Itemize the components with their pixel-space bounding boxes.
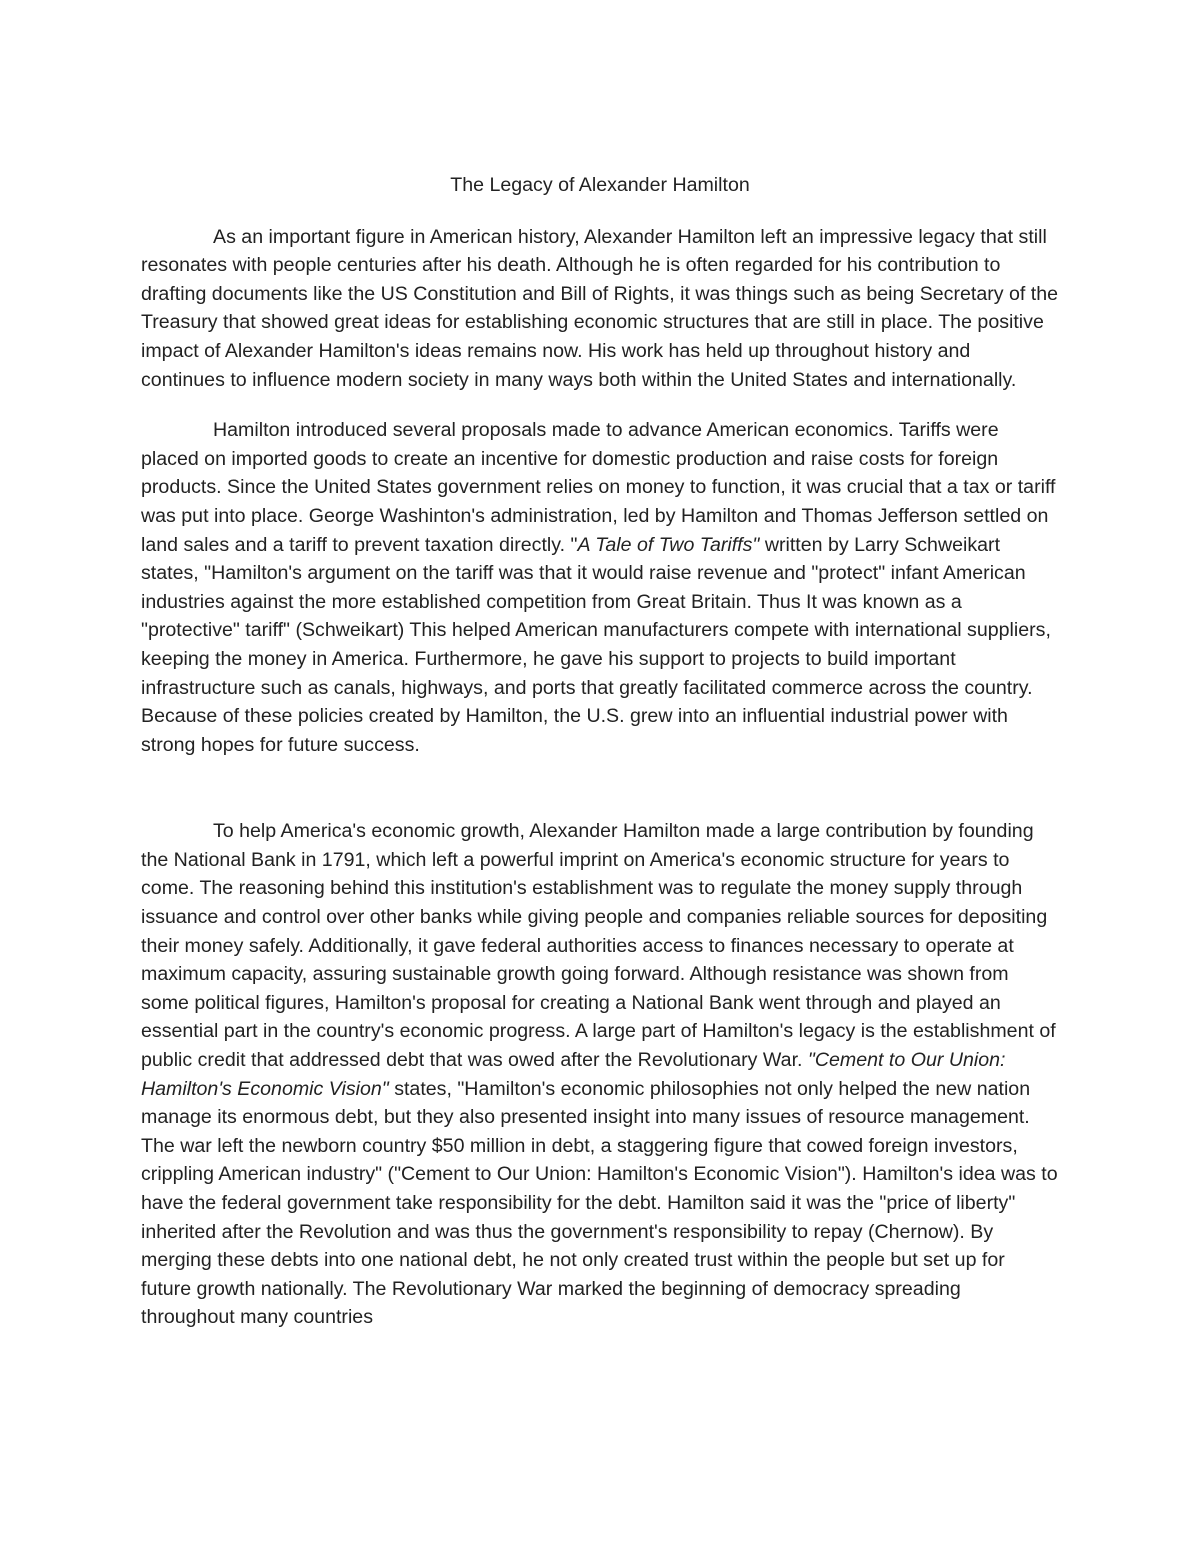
document-title: The Legacy of Alexander Hamilton <box>450 174 750 196</box>
document-body <box>141 171 1059 1332</box>
paragraph-tariffs-text-1: Hamilton introduced several proposals made to advance American economics. Tariffs were placed on imported goods to create an incentive for domestic production and raise costs for foreign products. Since the United States government relies on money to function, it was crucial that a tax or tariff was put into place. George Washinton's administration, led by Hamilton and Thomas Jefferson settled on land sales and a tariff to prevent taxation directly. " <box>141 419 1056 556</box>
paragraph-bank-text-2: states, "Hamilton's economic philosophies not only helped the new nation manage its enormous debt, but they also presented insight into many issues of resource management. The war left the newborn country $50 million in debt, a staggering figure that cowed foreign investors, crippling American industry" ("Cement to Our Union: Hamilton's Economic Vision"). Hamilton's idea was to have the federal government take responsibility for the debt. Hamilton said it was the "price of liberty" inherited after the Revolution and was thus the government's responsibility to repay (Chernow). By merging these debts into one national debt, he not only created trust within the people but set up for future growth nationally. The Revolutionary War marked the beginning of democracy spreading throughout many countries <box>141 1077 1058 1329</box>
citation-cement-to-our-union: "Cement to Our Union: Hamilton's Economic Vision" <box>141 1049 1006 1100</box>
paragraph-national-bank <box>141 817 1059 1332</box>
paragraph-tariffs <box>141 416 1059 759</box>
paragraph-tariffs-text-2: written by Larry Schweikart states, "Hamilton's argument on the tariff was that it would raise revenue and "protect" infant American industries against the more established competition from Great Britain. Thus It was known as a "protective" tariff" (Schweikart) This helped American manufacturers compete with international suppliers, keeping the money in America. Furthermore, he gave his support to projects to build important infrastructure such as canals, highways, and ports that greatly facilitated commerce across the country. Because of these policies created by Hamilton, the U.S. grew into an influential industrial power with strong hopes for future success. <box>141 533 1051 756</box>
paragraph-bank-text-1: To help America's economic growth, Alexander Hamilton made a large contribution by founding the National Bank in 1791, which left a powerful imprint on America's economic structure for years to come. The reasoning behind this institution's establishment was to regulate the money supply through issuance and control over other banks while giving people and companies reliable sources for depositing their money safely. Additionally, it gave federal authorities access to finances necessary to operate at maximum capacity, assuring sustainable growth going forward. Although resistance was shown from some political figures, Hamilton's proposal for creating a National Bank went through and played an essential part in the country's economic progress. A large part of Hamilton's legacy is the establishment of public credit that addressed debt that was owed after the Revolutionary War. <box>141 820 1056 1072</box>
paragraph-intro: As an important figure in American history, Alexander Hamilton left an impressive legacy that still resonates with people centuries after his death. Although he is often regarded for his contribution to drafting documents like the US Constitution and Bill of Rights, it was things such as being Secretary of the Treasury that showed great ideas for establishing economic structures that are still in place. The positive impact of Alexander Hamilton's ideas remains now. His work has held up throughout history and continues to influence modern society in many ways both within the United States and internationally. <box>141 225 1059 391</box>
citation-tale-of-two-tariffs: A Tale of Two Tariffs" <box>577 533 760 556</box>
